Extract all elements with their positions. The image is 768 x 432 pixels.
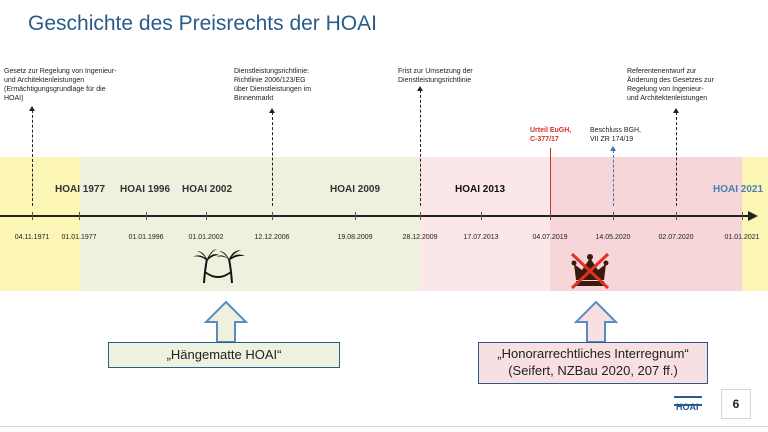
- note-referentenentwurf: Referentenentwurf zur Änderung des Gesetzes zur Regelung von Ingenieur- und Architektenleistungen: [627, 68, 714, 102]
- connector-2020: [676, 112, 677, 206]
- box-interregnum: [478, 342, 708, 384]
- band-yellow-left: [0, 157, 80, 291]
- date-label: 04.11.1971: [14, 234, 50, 241]
- date-label: 17.07.2013: [463, 234, 499, 241]
- band-yellow-right: [742, 157, 768, 291]
- date-label: 19.08.2009: [337, 234, 373, 241]
- date-label: 01.01.2021: [724, 234, 760, 241]
- logo-text: HOAI: [676, 402, 699, 412]
- arrow-2020: [673, 108, 679, 113]
- tick: [481, 212, 482, 220]
- band-green: [80, 157, 420, 291]
- connector-bgh: [613, 150, 614, 206]
- up-arrow-left: [204, 300, 248, 344]
- page-number: 6: [721, 389, 751, 419]
- arrow-2006: [269, 108, 275, 113]
- page-title: Geschichte des Preisrechts der HOAI: [28, 12, 377, 35]
- box-interregnum-line1: „Honorarrechtliches Interregnum“: [497, 346, 689, 361]
- tick: [355, 212, 356, 220]
- date-label: 01.01.1977: [61, 234, 97, 241]
- era-hoai-1996: HOAI 1996: [120, 184, 171, 195]
- connector-1971: [32, 110, 33, 206]
- connector-2019: [550, 148, 551, 218]
- tick: [676, 212, 677, 220]
- arrow-1971: [29, 106, 35, 111]
- hammock-palm-icon: [193, 249, 245, 285]
- tick: [613, 212, 614, 220]
- crossed-crown-icon: [568, 250, 612, 290]
- date-label: 12.12.2006: [254, 234, 290, 241]
- timeline-axis: [0, 215, 750, 217]
- era-hoai-2009: HOAI 2009: [330, 184, 381, 195]
- arrow-bgh: [610, 146, 616, 151]
- tick: [32, 212, 33, 220]
- date-label: 01.01.1996: [128, 234, 164, 241]
- date-label: 04.07.2019: [532, 234, 568, 241]
- era-hoai-1977: HOAI 1977: [55, 184, 106, 195]
- up-arrow-right: [574, 300, 618, 344]
- date-label: 01.01.2002: [188, 234, 224, 241]
- note-gesetz: Gesetz zur Regelung von Ingenieur- und Architektenleistungen (Ermächtigungsgrundlage für die HOAI): [4, 68, 117, 102]
- tick: [420, 212, 421, 220]
- timeline-arrowhead: [748, 211, 758, 221]
- era-hoai-2021: HOAI 2021: [713, 184, 764, 195]
- box-haengematte: „Hängematte HOAI“: [108, 342, 340, 368]
- box-interregnum-line2: (Seifert, NZBau 2020, 207 ff.): [508, 363, 678, 378]
- tick: [146, 212, 147, 220]
- band-pink-light: [420, 157, 550, 291]
- tick: [272, 212, 273, 220]
- date-label: 14.05.2020: [595, 234, 631, 241]
- era-hoai-2002: HOAI 2002: [182, 184, 233, 195]
- tick: [206, 212, 207, 220]
- connector-2006: [272, 112, 273, 206]
- note-dienstleistungsrichtlinie: Dienstleistungsrichtlinie: Richtlinie 2006/123/EG über Dienstleistungen im Binnenmarkt: [234, 68, 312, 102]
- era-hoai-2013: HOAI 2013: [455, 184, 506, 195]
- date-label: 28.12.2009: [402, 234, 438, 241]
- date-label: 02.07.2020: [658, 234, 694, 241]
- note-frist: Frist zur Umsetzung der Dienstleistungsrichtlinie: [398, 68, 473, 84]
- hoai-logo-icon: [672, 390, 712, 412]
- connector-2009: [420, 90, 421, 206]
- footer-divider: [0, 426, 768, 427]
- note-urteil-eugh: Urteil EuGH, C-377/17: [530, 127, 572, 143]
- note-beschluss-bgh: Beschluss BGH, VII ZR 174/19: [590, 127, 641, 143]
- tick: [742, 212, 743, 220]
- tick: [550, 212, 551, 220]
- arrow-2009: [417, 86, 423, 91]
- tick: [79, 212, 80, 220]
